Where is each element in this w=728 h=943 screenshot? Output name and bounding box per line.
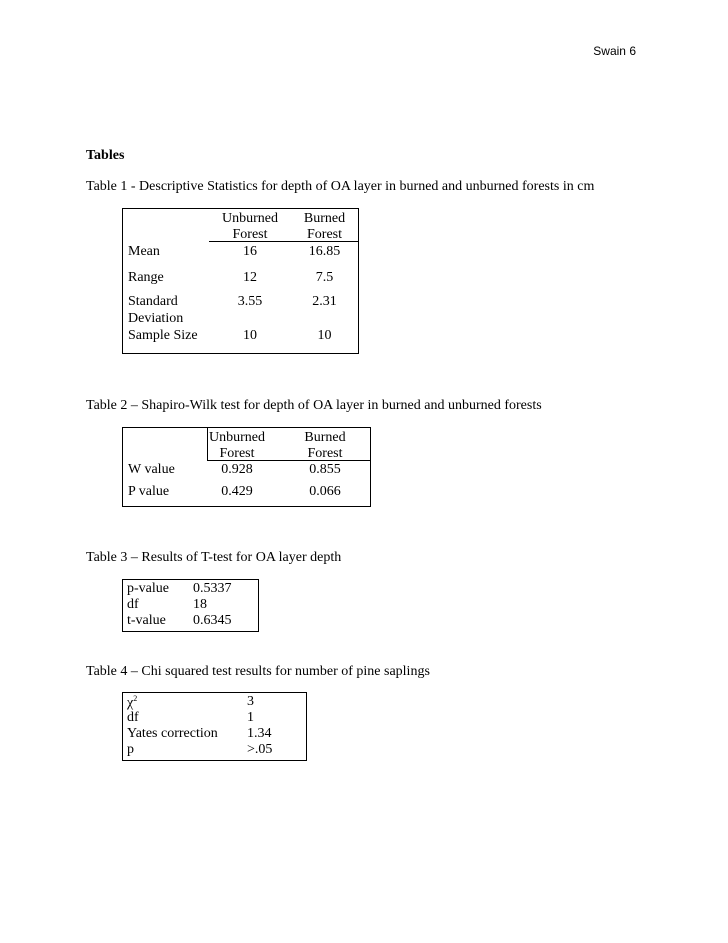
table2-row-label: W value	[128, 462, 175, 477]
section-title: Tables	[86, 148, 125, 163]
table1-row-label: Sample Size	[128, 328, 198, 343]
table2-caption: Table 2 – Shapiro-Wilk test for depth of OA layer in burned and unburned forests	[86, 398, 542, 413]
table4-caption: Table 4 – Chi squared test results for number of pine saplings	[86, 664, 430, 679]
table3-cell: 18	[193, 597, 207, 612]
table1-cell: 7.5	[315, 270, 334, 285]
table1-col-unburned-line2: Forest	[232, 227, 268, 242]
table4	[122, 692, 307, 761]
table1-row-label: Standard	[128, 294, 178, 309]
table4-chi-label	[127, 694, 137, 712]
table3-row-label: t-value	[127, 613, 166, 628]
table2-col-unburned-line2: Forest	[219, 446, 255, 461]
chi-superscript: 2	[133, 694, 138, 703]
table4-row-label: p	[127, 742, 134, 757]
table2-row-label: P value	[128, 484, 170, 499]
table1-cell: 10	[243, 328, 257, 343]
table1-col-burned-line1: Burned	[303, 211, 346, 226]
table1	[122, 208, 359, 354]
table4-cell: 1	[247, 710, 254, 725]
table2-cell: 0.855	[309, 462, 341, 477]
chi-symbol: χ	[127, 695, 134, 711]
table1-row-label: Range	[128, 270, 164, 285]
running-head: Swain 6	[593, 44, 636, 58]
table1-row-label: Deviation	[128, 311, 184, 326]
table4-cell: 1.34	[247, 726, 272, 741]
table1-cell: 3.55	[237, 294, 263, 309]
table2-cell: 0.928	[221, 462, 253, 477]
table1-cell: 2.31	[312, 294, 337, 309]
table4-row-label: Yates correction	[127, 726, 218, 741]
table4-cell: 3	[247, 694, 254, 709]
table1-col-burned-line2: Forest	[307, 227, 342, 242]
table1-cell: 10	[317, 328, 332, 343]
table2-col-burned-line2: Forest	[307, 446, 343, 461]
table3-cell: 0.5337	[193, 581, 232, 596]
table1-col-unburned-line1: Unburned	[222, 211, 278, 226]
table1-cell: 12	[243, 270, 257, 285]
table1-caption: Table 1 - Descriptive Statistics for depth of OA layer in burned and unburned forests in cm	[86, 179, 595, 194]
table2-col-burned-line1: Burned	[304, 430, 346, 445]
table2-cell: 0.429	[221, 484, 253, 499]
table2-cell: 0.066	[309, 484, 341, 499]
table1-cell: 16.85	[308, 244, 341, 259]
table4-row-label: df	[127, 710, 139, 725]
table3-caption: Table 3 – Results of T-test for OA layer depth	[86, 550, 342, 565]
table2-col-unburned-line1: Unburned	[209, 430, 265, 445]
table1-cell: 16	[243, 244, 257, 259]
table1-row-label: Mean	[128, 244, 160, 259]
table3-row-label: p-value	[127, 581, 169, 596]
table3-cell: 0.6345	[193, 613, 232, 628]
table3-row-label: df	[127, 597, 139, 612]
table3	[122, 579, 259, 632]
table4-cell: >.05	[247, 742, 273, 757]
table2	[122, 427, 371, 507]
